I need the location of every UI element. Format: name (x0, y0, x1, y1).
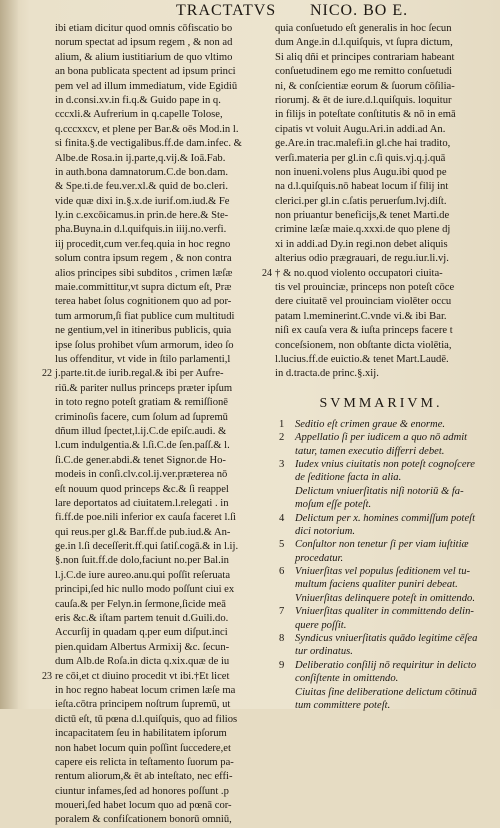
summary-text: Delictum per x. homines commiſſum poteſt (295, 512, 476, 524)
summary-text: Iudex vnius ciuitatis non poteſt cognoſcere (295, 458, 475, 470)
line-text: eris &c.& iſtam partem tenuit d.Guili.do. (55, 613, 229, 625)
text-line (275, 80, 487, 94)
summary-item-line (275, 418, 487, 431)
text-line (275, 108, 487, 122)
text-line (55, 698, 263, 712)
text-line (55, 123, 263, 137)
gutter-shadow (0, 0, 18, 709)
line-text: capere eis relicta in teſtamento ſuorum pa- (55, 756, 234, 768)
summary-text: Ciuitas ſine deliberatione delictum cōtinuā (295, 686, 477, 698)
left-column (42, 22, 263, 828)
text-line (55, 785, 263, 799)
text-line (275, 180, 487, 194)
text-line (55, 108, 263, 122)
text-line (55, 310, 263, 324)
summary-item-line (275, 605, 487, 618)
header-right: NICO. BO E. (310, 2, 409, 19)
summary-text: quere poſſit. (295, 619, 347, 631)
text-line (55, 425, 263, 439)
summary-number: 7 (279, 606, 285, 618)
summary-text: Syndicus vniuerſitatis quādo legitime cēſea (295, 633, 478, 645)
line-text: in filijs in poteſtate conſtitutis & nō in emā (275, 109, 456, 121)
text-line (42, 670, 263, 684)
line-text: xi in addi.ad Dy.in regi.non debet aliquis (275, 238, 448, 250)
line-text: alium, & alium iustitiarium de quo vltimo (55, 51, 233, 63)
summary-number: 5 (279, 539, 285, 551)
line-text: riorumj. & ēt de iure.d.l.quiſquis. loquitur (275, 94, 452, 106)
text-line (55, 756, 263, 770)
text-line (55, 641, 263, 655)
text-line (55, 353, 263, 367)
text-line (55, 252, 263, 266)
line-text: conceſsionem, non obſtante dicta violētia, (275, 339, 452, 351)
line-text: patam l.meminerint.C.vnde vi.& ibi Bar. (275, 310, 447, 322)
summary-item-line (275, 525, 487, 538)
text-line (55, 180, 263, 194)
text-line (55, 583, 263, 597)
line-text: tis vel prouinciæ, princeps non poteſt cōce (275, 282, 455, 294)
line-text: ly.in c.excōicamus.in prin.de here.& Ste- (55, 210, 229, 222)
line-text: conſuetudinem ego me remitto conſuetudi (275, 66, 453, 78)
header-left: TRACTATVS (176, 2, 277, 19)
text-line (55, 36, 263, 50)
line-text: ni, & conſcientiæ eorum & ſuorum cōſilia- (275, 80, 455, 92)
text-line (55, 22, 263, 36)
line-text: ipse ſolus prohibet vſum armorum, ideo ſo (55, 339, 234, 351)
line-text: poralem & confiſcationem bonorū omniū, (55, 814, 232, 826)
text-line (55, 655, 263, 669)
text-line (55, 626, 263, 640)
line-text: dñum illud ſpectet,l.ij.C.de epiſc.audi. & (55, 425, 227, 437)
text-line (55, 598, 263, 612)
summary-item-line (275, 578, 487, 591)
text-line (275, 65, 487, 79)
text-line (55, 612, 263, 626)
summary-text: Vniuerſitas qualiter in committendo delin- (295, 606, 474, 618)
line-text: in toto regno poteſt gratiam & remiſſionē (55, 397, 228, 409)
line-text: verſi.materia per gl.in c.ſi quis.vj.q.j.quā (275, 152, 446, 164)
line-text: eſt nouum quod princeps &c.& ſi reappel (55, 483, 229, 495)
line-text: alterius odio prægrauari, de regu.iur.li.vj. (275, 253, 449, 265)
line-text: in d.tracta.de princ.§.xij. (275, 368, 379, 380)
line-text: ge.Are.in trac.malefi.in gl.che hai tradito, (275, 138, 451, 150)
text-line (55, 324, 263, 338)
text-line (55, 238, 263, 252)
line-text: maie.committitur,vt supra dictum eſt, Præ (55, 282, 232, 294)
summary-text: multum faciens qualiter puniri debeat. (295, 579, 458, 591)
summary-text: tum committere poteſt. (295, 699, 391, 711)
margin-number: 24 (262, 267, 272, 279)
text-line (275, 295, 487, 309)
line-text: l.lucius.ff.de euictio.& tenet Mart.Laudē. (275, 353, 449, 365)
text-line (262, 267, 487, 281)
summary-item-line (275, 431, 487, 444)
summary-item-line (275, 632, 487, 645)
line-text: pem vel ad illum immediatum, vide Egidiū (55, 80, 238, 92)
summary-number: 3 (279, 458, 285, 470)
line-text: principi,ſed hic nullo modo poſſunt ciui ex (55, 584, 235, 596)
text-line (55, 94, 263, 108)
summary-item-line (275, 592, 487, 605)
text-line (275, 152, 487, 166)
text-line (55, 497, 263, 511)
line-text: an bona publicata spectent ad ipsum princi (55, 66, 236, 78)
summary-number: 9 (279, 659, 285, 671)
summary-text: Vniuerſitas delinquere poteſt in omittendo. (295, 592, 475, 604)
summary-item-line (275, 552, 487, 565)
line-text: ſi.C.de gener.abdi.& tenet Signor.de Ho- (55, 454, 226, 466)
margin-number: 23 (42, 670, 52, 682)
text-line (55, 267, 263, 281)
text-line (55, 713, 263, 727)
summary-item-line (275, 565, 487, 578)
line-text: re cōi,et ct diuino procedit vt ibi.†Et licet (55, 670, 230, 682)
summary-number: 8 (279, 633, 285, 645)
summary-text: moſum eſſe poteſt. (295, 499, 372, 511)
text-line (55, 439, 263, 453)
line-text: in d.consi.xv.in fi.q.& Guido pape in q. (55, 94, 221, 106)
text-line (55, 554, 263, 568)
line-text: ieſta.cōtra principem noſtrum ſupremū, ut (55, 699, 231, 711)
text-line (55, 742, 263, 756)
summary-text: de ſeditione facta in alia. (295, 472, 402, 484)
summary-item-line (275, 538, 487, 551)
summary-number: 6 (279, 566, 285, 578)
text-line (275, 324, 487, 338)
summary-text: Seditio eſt crimen graue & enorme. (295, 418, 446, 430)
line-text: non inueni.volens plus Augu.ibi quod pe (275, 166, 447, 178)
line-text: dere ciuitatē vel prouinciam violēter occu (275, 296, 452, 308)
summary-text: tur ordinatus. (295, 646, 353, 658)
line-text: non priuantur beneficijs,& tenet Marti.de (275, 210, 450, 222)
line-text: cauſa.& per Felyn.in ſermone,ſicide meā (55, 598, 226, 610)
text-line (55, 411, 263, 425)
text-line (55, 80, 263, 94)
text-line (275, 123, 487, 137)
line-text: dictū eſt, tū pœna d.l.quiſquis, quo ad filios (55, 713, 238, 725)
line-text: Si aliq dñi et principes contrariam habeant (275, 51, 455, 63)
line-text: modeis in conſi.clv.col.ij.ver.præterea nō (55, 469, 228, 481)
line-text: crimine læſæ maie.q.xxxi.de quo plene dj (275, 224, 451, 236)
line-text: pha.Buyna.in d.l.quifquis.in iiij.no.verfi. (55, 224, 227, 236)
text-line (55, 339, 263, 353)
summary-item-line (275, 659, 487, 672)
text-line (275, 36, 487, 50)
line-text: l.j.C.de iure aureo.anu.qui poſſit reſeruata (55, 569, 231, 581)
summary-text: Delictum vniuerſitatis niſi notoriū & fa- (295, 485, 464, 497)
text-line (55, 295, 263, 309)
summary-number: 1 (279, 418, 285, 430)
line-text: clerici.per gl.in c.ſatis peruerſum.lvj.diſt. (275, 195, 447, 207)
text-line (42, 367, 263, 381)
text-line (275, 353, 487, 367)
line-text: rentum aliorum,& ēt ab inteſtato, nec effi- (55, 771, 233, 783)
text-line (55, 223, 263, 237)
text-line (55, 511, 263, 525)
text-line (275, 223, 487, 237)
text-line (55, 684, 263, 698)
line-text: terea habet ſolus cognitionem quo ad por- (55, 296, 232, 308)
line-text: fi.ff.de poe.nili inferior ex cauſa faceret l.ſi (55, 512, 236, 524)
text-line (55, 468, 263, 482)
line-text: dum Alb.de Roſa.in dicta q.xix.quæ de iu (55, 656, 230, 668)
text-line (275, 94, 487, 108)
line-text: † & no.quod violento occupatori ciuita- (275, 267, 443, 279)
text-line (55, 770, 263, 784)
line-text: criminoſis facere, cum ſolum ad ſupremū (55, 411, 228, 423)
line-text: na d.l.quiſquis.nō habeat locum iſ filij int (275, 181, 449, 193)
line-text: in hoc regno habeat locum crimen læſe ma (55, 684, 236, 696)
text-line (55, 382, 263, 396)
summary-item-line (275, 512, 487, 525)
text-line (55, 540, 263, 554)
text-line (55, 396, 263, 410)
summary-text: Appellatio ſi per iudicem a quo nō admit (295, 432, 468, 444)
text-line (55, 65, 263, 79)
text-line (55, 152, 263, 166)
text-line (55, 483, 263, 497)
line-text: l.cum indulgentia.& l.ſi.C.de ſen.paſſ.& l. (55, 440, 230, 452)
summary-text: dici notorium. (295, 525, 356, 537)
summary-text: Deliberatio conſilij nō requiritur in delicto (295, 659, 477, 671)
text-line (275, 209, 487, 223)
summary-item-line (275, 471, 487, 484)
line-text: si finita.§.de vectigalibus.ff.de dam.infec. & (55, 138, 242, 150)
text-line (275, 166, 487, 180)
line-text: ne gentium,vel in itineribus publicis, quia (55, 325, 232, 337)
line-text: dum Ange.in d.l.quiſquis, vt ſupra dictum, (275, 37, 453, 49)
text-line (55, 454, 263, 468)
text-line (275, 367, 487, 381)
right-column (262, 22, 487, 712)
text-line (55, 813, 263, 827)
summary-number: 4 (279, 512, 285, 524)
text-line (275, 195, 487, 209)
line-text: cipatis vt voluit Augu.Ari.in addi.ad An. (275, 123, 446, 135)
line-text: iij procedit,cum ver.feq.quia in hoc regno (55, 238, 231, 250)
line-text: alios principes sibi subditos , crimen læſæ (55, 267, 233, 279)
line-text: moueri,ſed habet locum quo ad pœnā cor- (55, 800, 232, 812)
line-text: ge.in l.ſi deceſſerit.ff.qui ſatiſ.cogā.& in l.ij. (55, 541, 239, 553)
summary-text: Vniuerſitas vel populus ſeditionem vel tu- (295, 566, 471, 578)
margin-number: 22 (42, 368, 52, 380)
text-line (55, 51, 263, 65)
text-line (275, 51, 487, 65)
line-text: cccxli.& Aufrerium in q.capelle Tolose, (55, 109, 223, 121)
line-text: pien.quidam Albertus Armixij &c. ſecun- (55, 641, 230, 653)
line-text: lare deportatos ad ciuitatem.l.relegati . in (55, 497, 229, 509)
text-line (275, 238, 487, 252)
text-line (275, 252, 487, 266)
running-header (0, 2, 500, 24)
summary-number: 2 (279, 432, 285, 444)
line-text: tum armorum,ſi fiat publice cum multitudi (55, 310, 235, 322)
line-text: ibi etiam dicitur quod omnis cōfiscatio bo (55, 23, 233, 34)
text-line (55, 166, 263, 180)
line-text: non habet locum quin poſſint ſuccedere,et (55, 742, 231, 754)
text-line (55, 569, 263, 583)
line-text: vide quæ dixi in.§.x.de iurif.om.iud.& Fe (55, 195, 230, 207)
summary-item-line (275, 645, 487, 658)
line-text: ciuntur infames,ſed ad honores poſſunt .p (55, 785, 229, 797)
line-text: q.cccxxcv, et plene per Bar.& oēs Mod.in l. (55, 123, 239, 135)
line-text: Accurſij in quadam q.per eum diſput.inci (55, 627, 228, 639)
line-text: qui reus.per gl.& Bar.ff.de pub.iud.& An- (55, 526, 231, 538)
line-text: quia conſuetudo eſt generalis in hoc ſecun (275, 23, 452, 34)
text-line (275, 339, 487, 353)
text-line (55, 526, 263, 540)
line-text: in auth.bona damnatorum.C.de bon.dam. (55, 166, 228, 178)
summary-item-line (275, 498, 487, 511)
line-text: §.non ſuit.ff.de dolo,faciunt no.per Bal.in (55, 555, 229, 567)
summary-title: SVMMARIVM. (319, 395, 443, 411)
summary-text: tatur, tamen executio differri debet. (295, 445, 445, 457)
summary-item-line (275, 485, 487, 498)
line-text: niſi ex cauſa vera & iuſta princeps facere t (275, 325, 453, 337)
summary-text: conſiſtente in omittendo. (295, 673, 399, 685)
text-line (55, 209, 263, 223)
text-line (275, 22, 487, 36)
summary-item-line (275, 445, 487, 458)
line-text: incapacitatem ſeu in habilitatem ipſorum (55, 728, 227, 740)
text-line (275, 281, 487, 295)
text-line (55, 727, 263, 741)
text-line (55, 195, 263, 209)
summary-item-line (275, 699, 487, 712)
text-line (55, 799, 263, 813)
line-text: j.parte.tit.de iurib.regal.& ibi per Aufre- (55, 368, 224, 380)
summary-item-line (275, 619, 487, 632)
summary-text: procedatur. (295, 552, 344, 564)
summary-item-line (275, 686, 487, 699)
line-text: lus offenditur, vt vide in ſtilo parlamenti,l (55, 353, 231, 365)
line-text: riū.& pariter nullus princeps præter ipſum (55, 382, 233, 394)
summary-item-line (275, 672, 487, 685)
text-line (275, 310, 487, 324)
text-line (55, 281, 263, 295)
line-text: solum contra ipsum regem , & non contra (55, 253, 232, 265)
text-line (55, 137, 263, 151)
line-text: & Spe.ti.de feu.ver.xl.& quid de bo.cleri. (55, 181, 228, 193)
line-text: norum spectat ad ipsum regem , & non ad (55, 37, 233, 49)
text-line (275, 137, 487, 151)
summary-item-line (275, 458, 487, 471)
line-text: Albe.de Rosa.in ij.parte,q.vij.& Ioā.Fab. (55, 152, 226, 164)
summary-text: Conſultor non tenetur ſi per viam iuſtitiæ (295, 539, 469, 551)
